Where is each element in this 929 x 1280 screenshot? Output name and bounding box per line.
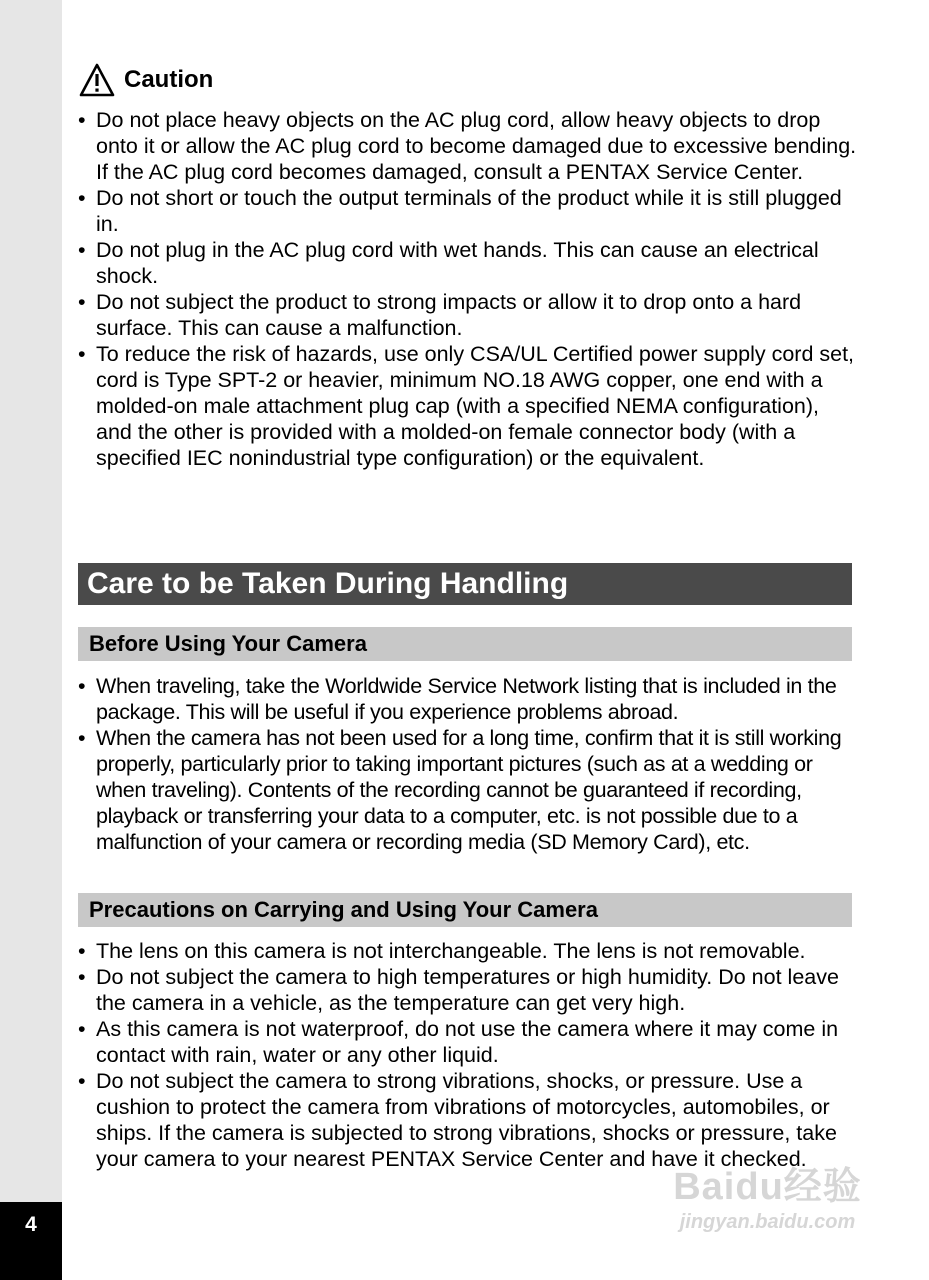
list-item: • As this camera is not waterproof, do not use the camera where it may come in contact with rain, water or any other liquid.	[78, 1016, 863, 1068]
list-item: • Do not place heavy objects on the AC plug cord, allow heavy objects to drop onto it or allow the AC plug cord to become damaged due to excessive bending. If the AC plug cord becomes damaged, consult a PENTAX Service Center.	[78, 107, 858, 185]
subsection-title-precautions: Precautions on Carrying and Using Your Camera	[78, 893, 852, 927]
watermark-brand: Baidu经验	[673, 1166, 862, 1208]
list-item: • Do not subject the camera to high temperatures or high humidity. Do not leave the camera in a vehicle, as the temperature can get very high.	[78, 964, 863, 1016]
watermark-url: jingyan.baidu.com	[679, 1211, 856, 1233]
list-item: • The lens on this camera is not interchangeable. The lens is not removable.	[78, 938, 863, 964]
list-item: • When traveling, take the Worldwide Service Network listing that is included in the package. This will be useful if you experience problems abroad.	[78, 673, 863, 725]
list-item: • When the camera has not been used for a long time, confirm that it is still working properly, particularly prior to taking important pictures (such as at a wedding or when traveling). Contents of the recording cannot be guaranteed if recording, playback or transferring your data to a computer, etc. is not possible due to a malfunction of your camera or recording media (SD Memory Card), etc.	[78, 725, 863, 855]
side-margin-strip	[0, 0, 62, 1280]
list-item: • Do not short or touch the output terminals of the product while it is still plugged in.	[78, 185, 858, 237]
caution-heading	[78, 60, 213, 100]
watermark	[660, 1163, 875, 1247]
precautions-list	[78, 938, 863, 1172]
warning-triangle-icon	[78, 62, 116, 98]
list-item: • Do not subject the product to strong impacts or allow it to drop onto a hard surface. This can cause a malfunction.	[78, 289, 858, 341]
subsection-title-before-using: Before Using Your Camera	[78, 627, 852, 661]
list-item: • Do not plug in the AC plug cord with wet hands. This can cause an electrical shock.	[78, 237, 858, 289]
section-title: Care to be Taken During Handling	[78, 563, 852, 605]
list-item: • Do not subject the camera to strong vibrations, shocks, or pressure. Use a cushion to protect the camera from vibrations of motorcycles, automobiles, or ships. If the camera is subjected to strong vibrations, shocks or pressure, take your camera to your nearest PENTAX Service Center and have it checked.	[78, 1068, 863, 1172]
caution-title: Caution	[124, 66, 214, 93]
caution-list	[78, 107, 858, 471]
page-number: 4	[25, 1213, 37, 1236]
list-item: • To reduce the risk of hazards, use only CSA/UL Certified power supply cord set, cord is Type SPT-2 or heavier, minimum NO.18 AWG copper, one end with a molded-on male attachment plug cap (with a specified NEMA configuration), and the other is provided with a molded-on female connector body (with a specified IEC nonindustrial type configuration) or the equivalent.	[78, 341, 858, 471]
before-using-list	[78, 673, 863, 855]
